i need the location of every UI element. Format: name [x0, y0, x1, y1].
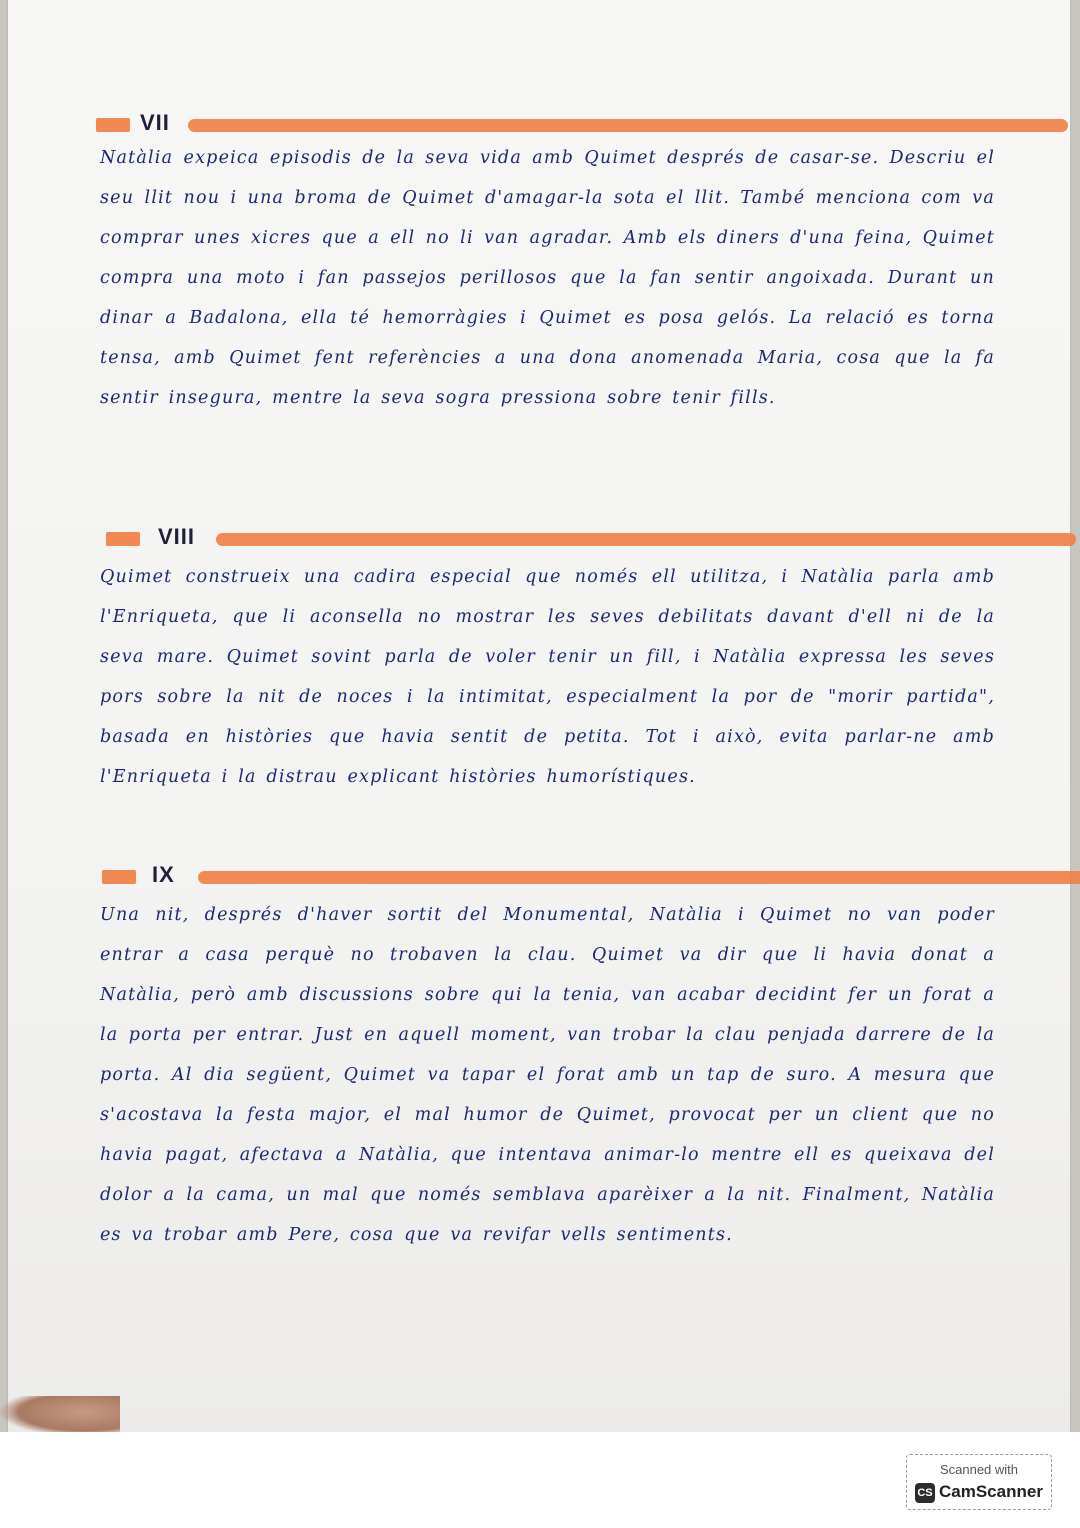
- highlighter-block: [96, 118, 130, 132]
- section-text-ix: Una nit, després d'haver sortit del Monumental, Natàlia i Quimet no van poder entrar a casa perquè no trobaven la clau. Quimet va dir que li havia donat a Natàlia, però amb discussions sobre qui la tenia, van acabar decidint fer un forat a la porta per entrar. Just en aquell moment, van trobar la clau penjada darrere de la porta. Al dia següent, Quimet va tapar el forat amb un tap de suro. A mesura que s'acostava la festa major, el mal humor de Quimet, provocat per un client que no havia pagat, afectava a Natàlia, que intentava animar-lo mentre ell es queixava del dolor a la cama, un mal que només semblava aparèixer a la nit. Finalment, Natàlia es va trobar amb Pere, cosa que va revifar vells sentiments.: [100, 905, 995, 1245]
- watermark-caption: Scanned with: [939, 1462, 1019, 1477]
- section-header-viii: [96, 524, 986, 554]
- section-numeral: VIII: [158, 524, 196, 549]
- section-text-viii: Quimet construeix una cadira especial que només ell utilitza, i Natàlia parla amb l'Enriqueta, que li aconsella no mostrar les seves debilitats davant d'ell ni de la seva mare. Quimet sovint parla de voler tenir un fill, i Natàlia expressa les seves pors sobre la nit de noces i la intimitat, especialment la por de "morir partida", basada en històries que havia sentit de petita. Tot i això, evita parlar-ne amb l'Enriqueta i la distrau explicant històries humorístiques.: [100, 567, 995, 787]
- highlighter-line: [198, 871, 1080, 884]
- section-text-vii: Natàlia expeica episodis de la seva vida amb Quimet després de casar-se. Descriu el seu llit nou i una broma de Quimet d'amagar-la sota el llit. També menciona com va comprar unes xicres que a ell no li van agradar. Amb els diners d'una feina, Quimet compra una moto i fan passejos perillosos que la fan sentir angoixada. Durant un dinar a Badalona, ella té hemorràgies i Quimet es posa gelós. La relació es torna tensa, amb Quimet fent referències a una dona anomenada Maria, cosa que la fa sentir insegura, mentre la seva sogra pressiona sobre tenir fills.: [100, 148, 995, 408]
- section-numeral: VII: [140, 110, 170, 135]
- section-header-ix: [96, 862, 986, 892]
- camscanner-logo-icon: CS: [915, 1483, 935, 1503]
- highlighter-line: [216, 533, 1076, 546]
- section-header-vii: [96, 110, 986, 140]
- thumb-shadow: [0, 1396, 120, 1436]
- section-numeral: IX: [152, 862, 175, 887]
- highlighter-block: [106, 532, 140, 546]
- highlighter-block: [102, 870, 136, 884]
- highlighter-line: [188, 119, 1068, 132]
- watermark-brand: CamScanner: [939, 1482, 1043, 1501]
- scanner-watermark: [906, 1454, 1052, 1510]
